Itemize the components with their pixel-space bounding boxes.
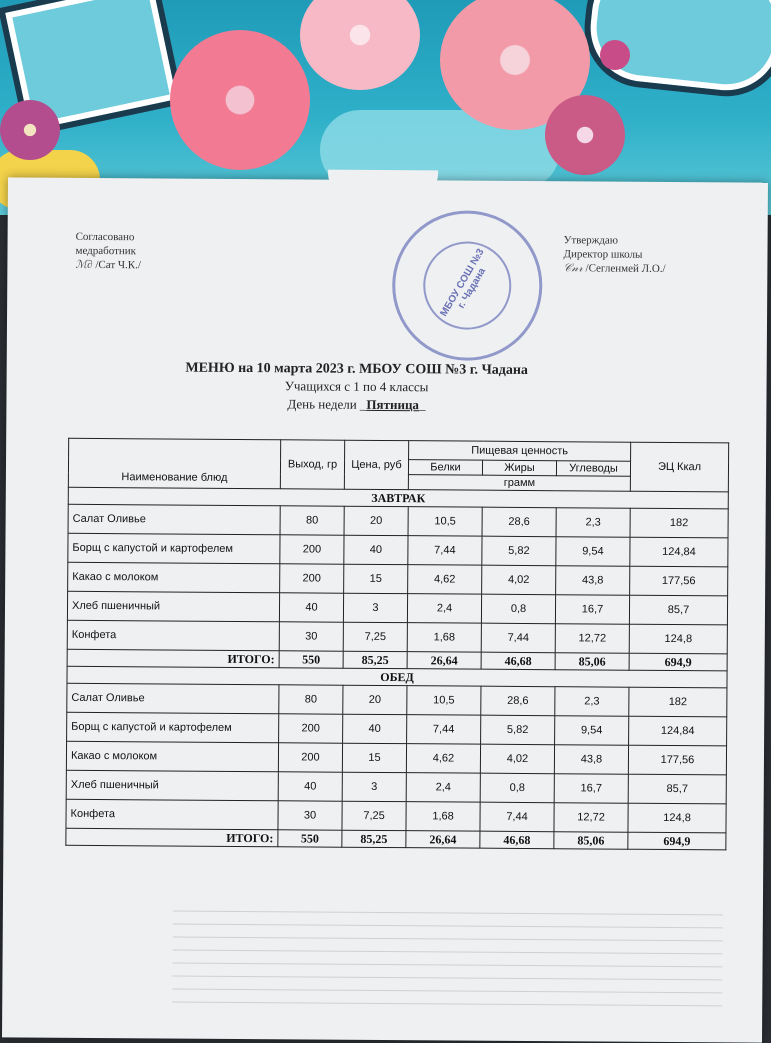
cell-yield: 200 (278, 743, 342, 772)
cell-price: 40 (344, 535, 408, 564)
cell-energy: 177,56 (630, 566, 728, 596)
table-row (67, 712, 727, 746)
sheet-tab (328, 170, 438, 195)
cell-carbs: 43,8 (556, 566, 630, 596)
cell-fat: 28,6 (482, 507, 556, 537)
total-carbs: 85,06 (554, 832, 628, 850)
flower-icon (545, 95, 625, 175)
table-row (67, 683, 727, 717)
cell-fat: 4,02 (482, 565, 556, 595)
cell-price: 7,25 (343, 622, 407, 651)
cell-yield: 30 (278, 801, 342, 830)
table-row (68, 533, 728, 567)
cell-name: Борщ с капустой и картофелем (68, 533, 280, 563)
signature-icon: 𝒞𝓃𝓇 (563, 262, 586, 275)
table-row (68, 504, 728, 538)
cell-carbs: 16,7 (554, 774, 628, 804)
total-yield: 550 (279, 651, 343, 668)
cell-carbs: 2,3 (556, 508, 630, 538)
col-price: Цена, руб (344, 440, 408, 489)
total-energy: 694,9 (628, 832, 726, 850)
cell-energy: 124,8 (629, 624, 727, 654)
total-label: ИТОГО: (67, 649, 279, 667)
weekday-value: Пятница (366, 396, 420, 413)
cell-name: Салат Оливье (67, 683, 279, 713)
total-row (66, 828, 726, 850)
col-nutrition: Пищевая ценность (409, 441, 631, 462)
cell-yield: 200 (279, 714, 343, 743)
total-carbs: 85,06 (555, 653, 629, 671)
cell-price: 40 (343, 714, 407, 743)
cell-carbs: 2,3 (555, 687, 629, 717)
cell-energy: 124,84 (629, 716, 727, 746)
cell-yield: 80 (280, 506, 344, 535)
cell-price: 3 (342, 772, 406, 801)
cell-yield: 40 (279, 593, 343, 622)
school-stamp (392, 210, 543, 361)
total-fat: 46,68 (480, 831, 554, 849)
cell-name: Хлеб пшеничный (66, 770, 278, 800)
cell-price: 20 (344, 506, 408, 535)
approve-role: Директор школы (563, 248, 643, 261)
cell-protein: 1,68 (407, 623, 481, 653)
cell-fat: 4,02 (480, 744, 554, 774)
cell-name: Какао с молоком (68, 562, 280, 592)
total-energy: 694,9 (629, 653, 727, 671)
signature-icon: ℳ∂ (75, 258, 96, 271)
cell-protein: 10,5 (407, 686, 481, 716)
cell-protein: 4,62 (408, 565, 482, 595)
cell-fat: 7,44 (481, 623, 555, 653)
cell-yield: 30 (279, 622, 343, 651)
cell-price: 15 (342, 743, 406, 772)
col-unit: грамм (408, 475, 630, 492)
cell-carbs: 12,72 (554, 803, 628, 833)
cell-name: Конфета (66, 799, 278, 829)
agreed-role: медработник (75, 244, 137, 258)
cell-yield: 80 (279, 685, 343, 714)
cell-carbs: 9,54 (556, 537, 630, 567)
cell-energy: 124,8 (628, 803, 726, 833)
cell-protein: 7,44 (407, 715, 481, 745)
col-carbs: Углеводы (556, 461, 630, 477)
cell-name: Хлеб пшеничный (67, 591, 279, 621)
cell-fat: 0,8 (480, 773, 554, 803)
total-fat: 46,68 (481, 652, 555, 670)
table-row (66, 741, 726, 775)
approve-name: /Сегленмей Л.О./ (585, 262, 666, 275)
subtitle: Учащихся с 1 по 4 классы (284, 378, 429, 395)
bleed-through-table (172, 899, 723, 1013)
weekday-line: День недели _Пятница_ (287, 396, 426, 413)
table-row (67, 620, 727, 654)
cell-carbs: 16,7 (555, 595, 629, 625)
cell-protein: 2,4 (406, 773, 480, 803)
agreed-name: /Сат Ч.К./ (95, 258, 141, 272)
total-price: 85,25 (343, 651, 407, 668)
cell-price: 3 (343, 593, 407, 622)
cell-energy: 182 (629, 687, 727, 717)
col-name: Наименование блюд (68, 438, 280, 488)
cell-yield: 40 (278, 772, 342, 801)
cell-energy: 177,56 (628, 745, 726, 775)
stamp-text: МБОУ СОШ №3 г. Чадана (438, 247, 489, 319)
cell-price: 20 (343, 685, 407, 714)
cell-protein: 7,44 (408, 536, 482, 566)
cell-energy: 182 (630, 508, 728, 538)
cell-fat: 7,44 (480, 802, 554, 832)
cell-price: 15 (344, 564, 408, 593)
cell-name: Какао с молоком (66, 741, 278, 771)
table-row (67, 591, 727, 625)
cell-price: 7,25 (342, 801, 406, 830)
total-yield: 550 (278, 830, 342, 847)
flower-icon (300, 0, 420, 90)
cell-protein: 4,62 (406, 744, 480, 774)
cell-energy: 124,84 (630, 537, 728, 567)
cell-name: Борщ с капустой и картофелем (67, 712, 279, 742)
table-row (68, 562, 728, 596)
agreed-label: Согласовано (75, 230, 135, 244)
approve-label: Утверждаю (563, 234, 619, 247)
total-price: 85,25 (342, 830, 406, 847)
cell-fat: 28,6 (481, 686, 555, 716)
cell-carbs: 12,72 (555, 624, 629, 654)
cell-fat: 0,8 (481, 594, 555, 624)
total-protein: 26,64 (407, 652, 481, 670)
cell-fat: 5,82 (481, 715, 555, 745)
menu-table (65, 438, 729, 851)
section-title: ЗАВТРАК (68, 487, 728, 509)
cell-protein: 2,4 (407, 594, 481, 624)
cell-energy: 85,7 (629, 595, 727, 625)
section-title: ОБЕД (67, 666, 727, 688)
cell-carbs: 9,54 (555, 716, 629, 746)
cell-fat: 5,82 (482, 536, 556, 566)
cell-carbs: 43,8 (554, 745, 628, 775)
cell-name: Конфета (67, 620, 279, 650)
flower-icon (170, 30, 310, 170)
col-protein: Белки (408, 460, 482, 476)
cell-name: Салат Оливье (68, 504, 280, 534)
table-row (66, 799, 726, 833)
cell-protein: 10,5 (408, 507, 482, 537)
table-row (66, 770, 726, 804)
page-title: МЕНЮ на 10 марта 2023 г. МБОУ СОШ №3 г. Чадана (185, 360, 528, 378)
agreed-block (75, 230, 141, 272)
col-yield: Выход, гр (280, 440, 344, 489)
cell-protein: 1,68 (406, 802, 480, 832)
total-protein: 26,64 (406, 831, 480, 849)
flower-icon (0, 100, 60, 160)
cell-yield: 200 (280, 564, 344, 593)
cell-yield: 200 (280, 535, 344, 564)
title-block (6, 359, 766, 416)
col-fat: Жиры (482, 460, 556, 476)
approve-block (563, 233, 665, 276)
total-label: ИТОГО: (66, 828, 278, 846)
menu-sheet (2, 177, 768, 1042)
col-energy: ЭЦ Ккал (630, 442, 728, 492)
flower-icon (600, 40, 630, 70)
cell-energy: 85,7 (628, 774, 726, 804)
